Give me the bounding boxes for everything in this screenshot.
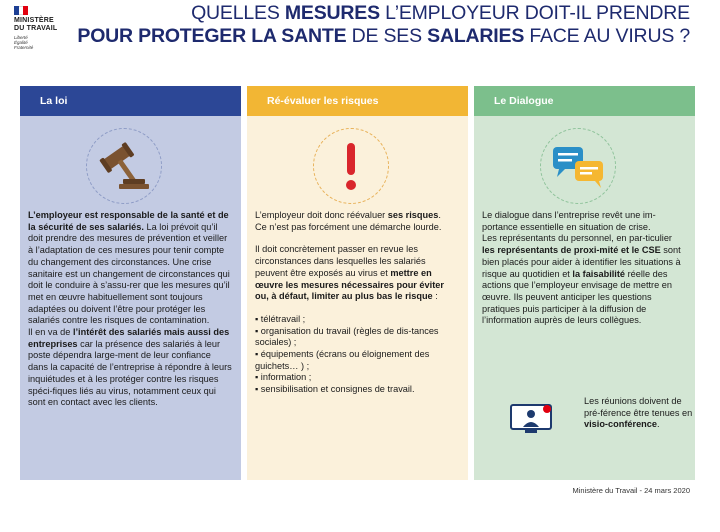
loi-p2-start: Il en va de [28, 327, 73, 338]
dialogue-p3-bold: visio-conférence [584, 419, 658, 430]
title-l2-b: DE SES [346, 25, 428, 47]
dialogue-p2-bold: les représentants de proxi-mité et le CSE [482, 245, 661, 256]
column-risques-text [255, 210, 460, 396]
column-risques [247, 86, 468, 480]
bullet-item: ▪ sensibilisation et consignes de travail. [255, 384, 415, 395]
dialogue-p2-rest: réelle des actions que l’employeur envisage de mettre en œuvre. Ils peuvent anticiper les questions pratiques puis participer à la diffusion de l’information auprès de leurs collègues. [482, 268, 672, 326]
page-title [77, 2, 690, 48]
risques-p1-start: L’employeur doit donc réévaluer [255, 210, 388, 220]
column-dialogue [474, 86, 695, 480]
motto-fraternite: Fraternité [14, 45, 34, 50]
video-conference-icon [509, 403, 553, 435]
loi-p1-bold: L’employeur est responsable de la santé et de la sécurité de ses salariés. [28, 210, 229, 232]
title-l2-d: FACE AU VIRUS ? [524, 25, 690, 47]
bullet-item: ▪ télétravail ; [255, 313, 306, 324]
dialogue-p1: Le dialogue dans l’entreprise revêt une im-portance essentielle en situation de crise. [482, 210, 656, 232]
motto-liberte: Liberté [14, 35, 28, 40]
column-dialogue-text [482, 210, 687, 327]
footer-credit: Ministère du Travail - 24 mars 2020 [572, 486, 690, 495]
column-risques-header: Ré-évaluer les risques [247, 86, 468, 116]
risques-bullet-list [255, 314, 460, 396]
gavel-icon [86, 128, 162, 204]
title-l2-a: POUR PROTEGER LA SANTE [77, 25, 347, 47]
chat-bubbles-icon [540, 128, 616, 204]
ministry-name-line1: MINISTÈRE [14, 17, 54, 24]
dialogue-p3-start: Les réunions doivent de pré-férence être tenues en [584, 396, 693, 418]
title-l1-a: QUELLES [191, 2, 285, 24]
risques-p1-bold: ses risques [387, 210, 439, 220]
bullet-item: ▪ organisation du travail (règles de dis-tances sociales) ; [255, 325, 439, 348]
dialogue-p3-end: . [657, 419, 660, 430]
exclamation-icon [313, 128, 389, 204]
dialogue-p2-start: Les représentants du personnel, en par-ticulier [482, 233, 672, 244]
column-loi-header: La loi [20, 86, 241, 116]
column-loi [20, 86, 241, 480]
dialogue-p2-mid: sont bien placés pour aider à identifier les situations à risque au quotidien et [482, 245, 681, 279]
french-flag-icon [14, 6, 28, 15]
loi-p2-rest: car la présence des salariés à leur poste dépendra large-ment de leur confiance dans la capacité de l’entreprise à répondre à leurs inquiétudes et à les protéger contre les risques spéci-fiques liés au virus, notamment ceux qui sont en contact avec les clients. [28, 338, 232, 408]
risques-p3-start: Il doit concrètement passer en revue les circonstances dans lesquelles les salariés peuvent être exposés au virus et [255, 244, 426, 278]
title-l1-c: L’EMPLOYEUR DOIT-IL PRENDRE [379, 2, 690, 24]
bullet-item: ▪ information ; [255, 372, 312, 383]
risques-p3-end: : [432, 291, 438, 302]
column-loi-text [28, 210, 233, 409]
risques-p1-end: . [438, 210, 441, 220]
column-dialogue-header: Le Dialogue [474, 86, 695, 116]
dialogue-p2-bold2: la faisabilité [572, 268, 626, 279]
risques-p3-bold: mettre en œuvre les mesures nécessaires pour éviter ou, à défaut, limiter au plus bas le risque [255, 267, 444, 302]
ministry-name-line2: DU TRAVAIL [14, 25, 58, 32]
title-l2-c: SALARIES [427, 25, 525, 47]
motto-egalite: Égalité [14, 40, 28, 45]
columns-container [20, 86, 695, 480]
loi-p1-rest: La loi prévoit qu’il doit prendre des mesures de prévention et veiller à l’adaptation de ces mesures pour tenir compte du changement des circonstances. Une crise sanitaire est un changement de circonstances qui doit le conduire à s’assu-rer que les mesures qu’il met en œuvre habituellement sont toujours adaptées ou doivent l’être pour protéger les salariés contre les risques de contamination. [28, 221, 230, 326]
dialogue-meeting-text [584, 396, 695, 431]
risques-p2: Ce n’est pas forcément une démarche lourde. [255, 221, 442, 232]
loi-p2-bold: l’intérêt des salariés mais aussi des entreprises [28, 327, 230, 349]
bullet-item: ▪ équipements (écrans ou éloignement des guichets… ) ; [255, 349, 430, 371]
title-l1-b: MESURES [284, 2, 380, 24]
